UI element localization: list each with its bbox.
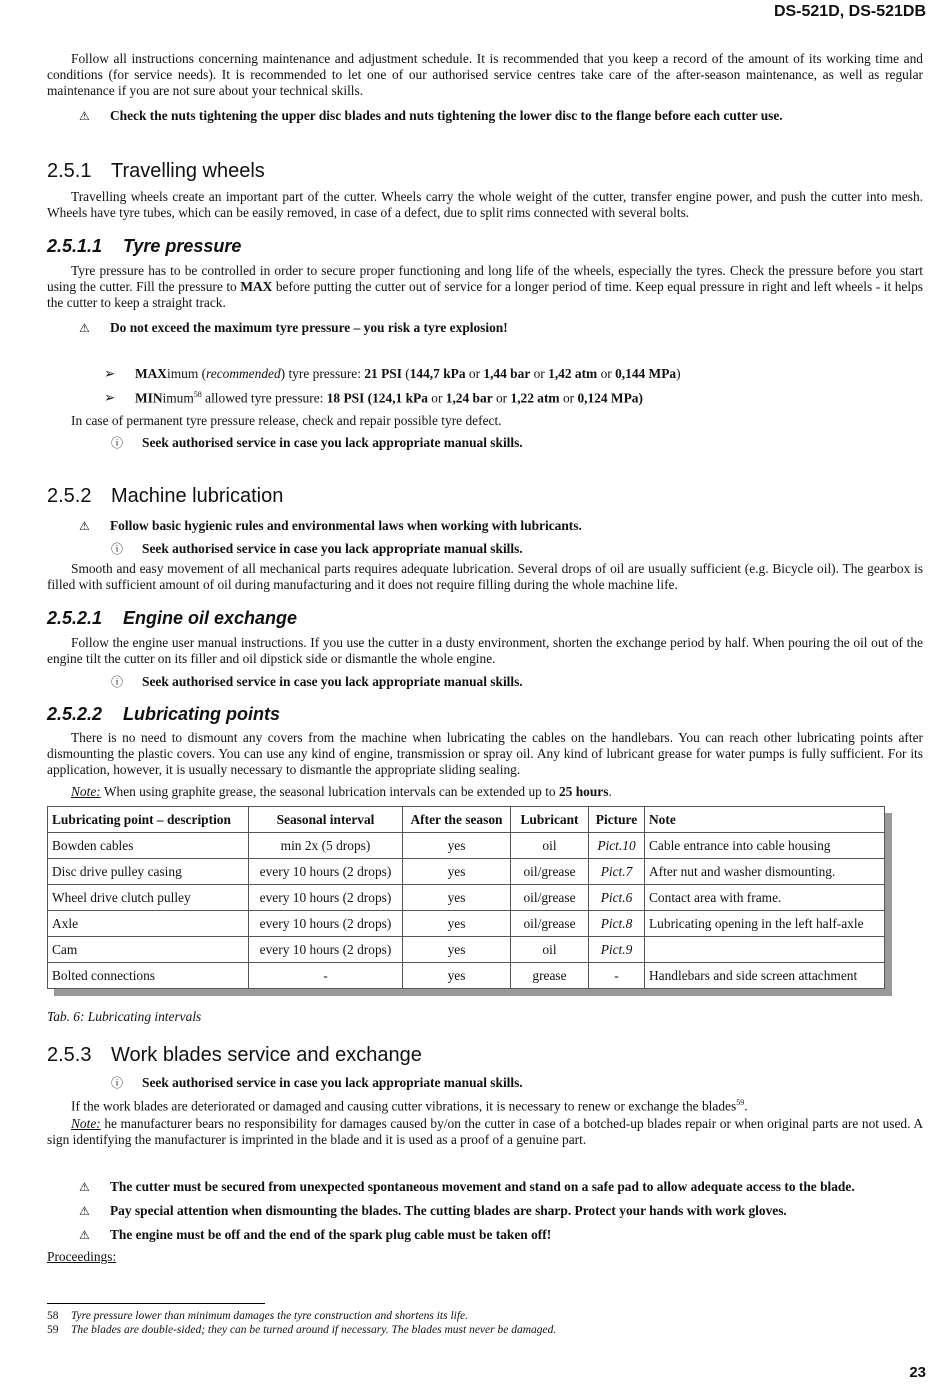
table-cell: -: [589, 963, 645, 989]
info-service-4: ⓘ Seek authorised service in case you lack appropriate manual skills.: [111, 1075, 523, 1090]
table-cell: min 2x (5 drops): [249, 833, 403, 859]
table-cell: oil/grease: [511, 911, 589, 937]
table-cell: every 10 hours (2 drops): [249, 859, 403, 885]
table-cell: yes: [403, 885, 511, 911]
travelling-wheels-text: Travelling wheels create an important part of the cutter. Wheels carry the whole weight of the cutter, transfer engine power, and push the cutter into mesh. Wheels have tyre tubes, which can be easily removed, in case of a defect, due to split rims connected with several bolts.: [47, 189, 923, 221]
lubrication-text: Smooth and easy movement of all mechanical parts requires adequate lubrication. Several drops of oil are usually sufficient (e.g. Bicycle oil). The gearbox is filled with sufficient amount of oil during manufacturing and it does not require filling during the whole machine life.: [47, 561, 923, 593]
table-row: [48, 911, 885, 937]
table-cell: yes: [403, 833, 511, 859]
table-cell: every 10 hours (2 drops): [249, 937, 403, 963]
tyre-defect-text: In case of permanent tyre pressure release, check and repair possible tyre defect.: [71, 413, 502, 428]
info-icon: ⓘ: [111, 1076, 124, 1090]
table-cell: Contact area with frame.: [645, 885, 885, 911]
warning-sharp-blades: ⚠ Pay special attention when dismounting the blades. The cutting blades are sharp. Protect your hands with work gloves.: [79, 1203, 787, 1218]
page-header: DS-521D, DS-521DB: [773, 3, 926, 20]
table-cell: every 10 hours (2 drops): [249, 885, 403, 911]
info-icon: ⓘ: [111, 436, 124, 450]
warning-tyre: ⚠ Do not exceed the maximum tyre pressure – you risk a tyre explosion!: [79, 320, 508, 335]
lubricating-intervals-table: [47, 806, 885, 989]
warning-engine-off: ⚠ The engine must be off and the end of the spark plug cable must be taken off!: [79, 1227, 552, 1242]
heading-2-5-2-2: 2.5.2.2 Lubricating points: [47, 704, 280, 724]
warning-icon: ⚠: [79, 519, 90, 533]
table-row: [48, 859, 885, 885]
warning-icon: ⚠: [79, 321, 90, 335]
table-cell: Lubricating opening in the left half-axle: [645, 911, 885, 937]
table-caption: Tab. 6: Lubricating intervals: [47, 1009, 202, 1024]
table-cell: [645, 937, 885, 963]
table-cell: grease: [511, 963, 589, 989]
table-cell: yes: [403, 911, 511, 937]
warning-lubricants: ⚠ Follow basic hygienic rules and environmental laws when working with lubricants.: [79, 518, 582, 533]
arrow-bullet-icon: ➢: [104, 390, 116, 406]
tyre-pressure-text: Tyre pressure has to be controlled in order to secure proper functioning and long life of the wheels, especially the tyres. Check the pressure before you start using the cutter. Fill the pressure to MAX before putting the cutter out of service for a longer period of time. Keep equal pressure in right and left wheels - it helps the cutter to keep a straight track.: [47, 263, 923, 311]
table-cell: Bowden cables: [48, 833, 249, 859]
bullet-min-pressure: ➢ MINimum$^{58}$ allowed tyre pressure: 18 PSI (124,1 kPa or 1,24 bar or 1,22 atm or 0,124 MPa): [104, 390, 643, 406]
footnote-58: 58 Tyre pressure lower than minimum damages the tyre construction and shortens its life.: [47, 1310, 469, 1322]
table-header-cell: After the season: [403, 807, 511, 833]
intro-paragraph: Follow all instructions concerning maintenance and adjustment schedule. It is recommended that you keep a record of the amount of its working time and conditions (for service needs). It is recommended to let one of our authorised service centres take care of the after-season maintenance, as well as regular maintenance if you are not sure about your technical skills.: [47, 51, 923, 99]
footnote-separator: [47, 1303, 265, 1304]
warning-icon: ⚠: [79, 1180, 90, 1194]
lubricating-points-text: There is no need to dismount any covers from the machine when lubricating the cables on the handlebars. You can reach other lubricating points after dismounting the plastic covers. You can use any kind of engine, transmission or spray oil. Any kind of lubricant grease for water pumps is fully sufficient. For its application, however, it is usually necessary to dismantle the appropriate sliding sealing.: [47, 730, 923, 778]
table-cell: Disc drive pulley casing: [48, 859, 249, 885]
table-cell: Handlebars and side screen attachment: [645, 963, 885, 989]
proceedings-label: Proceedings:: [47, 1249, 117, 1264]
table-cell: Bolted connections: [48, 963, 249, 989]
table-cell: -: [249, 963, 403, 989]
table-cell: oil: [511, 833, 589, 859]
bullet-max-pressure: ➢ MAXimum (recommended) tyre pressure: 21 PSI (144,7 kPa or 1,44 bar or 1,42 atm or 0,144 MPa): [104, 366, 681, 381]
table-header-cell: Seasonal interval: [249, 807, 403, 833]
heading-2-5-1-1: 2.5.1.1 Tyre pressure: [47, 236, 242, 256]
table-row: [48, 937, 885, 963]
table-cell: Pict.9: [589, 937, 645, 963]
table-cell: After nut and washer dismounting.: [645, 859, 885, 885]
table-cell: Cam: [48, 937, 249, 963]
blades-text: If the work blades are deteriorated or damaged and causing cutter vibrations, it is necessary to renew or exchange the blades$^{59}$.: [71, 1098, 748, 1114]
table-cell: Pict.7: [589, 859, 645, 885]
heading-2-5-1: 2.5.1 Travelling wheels: [47, 160, 265, 182]
info-icon: ⓘ: [111, 675, 124, 689]
page-number: 23: [909, 1364, 926, 1381]
info-service-2: ⓘ Seek authorised service in case you lack appropriate manual skills.: [111, 541, 523, 556]
table-header-cell: Note: [645, 807, 885, 833]
manufacturer-note: Note: he manufacturer bears no responsibility for damages caused by/on the cutter in case of a botched-up blades repair or when original parts are not used. A sign identifying the manufacturer is imprinted in the blade and it is used as a proof of a genuine part.: [47, 1116, 923, 1148]
table-header-row: [48, 807, 885, 833]
table-header-cell: Picture: [589, 807, 645, 833]
heading-2-5-2: 2.5.2 Machine lubrication: [47, 485, 284, 507]
table-cell: Pict.6: [589, 885, 645, 911]
table-cell: oil: [511, 937, 589, 963]
table-cell: yes: [403, 937, 511, 963]
warning-icon: ⚠: [79, 109, 90, 123]
table-header-cell: Lubricating point – description: [48, 807, 249, 833]
arrow-bullet-icon: ➢: [104, 366, 116, 381]
table-cell: Cable entrance into cable housing: [645, 833, 885, 859]
info-service-1: ⓘ Seek authorised service in case you lack appropriate manual skills.: [111, 435, 523, 450]
warning-secure-cutter: ⚠ The cutter must be secured from unexpected spontaneous movement and stand on a safe pad to allow adequate access to the blade.: [79, 1179, 855, 1194]
table-header-cell: Lubricant: [511, 807, 589, 833]
heading-2-5-3: 2.5.3 Work blades service and exchange: [47, 1044, 422, 1066]
warning-icon: ⚠: [79, 1204, 90, 1218]
graphite-note: Note: When using graphite grease, the seasonal lubrication intervals can be extended up to 25 hours.: [71, 784, 612, 799]
table-cell: yes: [403, 963, 511, 989]
table-cell: Pict.10: [589, 833, 645, 859]
info-icon: ⓘ: [111, 542, 124, 556]
table-row: [48, 833, 885, 859]
table-cell: yes: [403, 859, 511, 885]
table-cell: Axle: [48, 911, 249, 937]
footnote-59: 59 The blades are double-sided; they can be turned around if necessary. The blades must never be damaged.: [47, 1324, 557, 1336]
engine-oil-text: Follow the engine user manual instructions. If you use the cutter in a dusty environment, shorten the exchange period by half. When pouring the oil out of the engine tilt the cutter on its filler and oil dipstick side or dismantle the whole engine.: [47, 635, 923, 667]
table-cell: Wheel drive clutch pulley: [48, 885, 249, 911]
table-cell: oil/grease: [511, 859, 589, 885]
heading-2-5-2-1: 2.5.2.1 Engine oil exchange: [47, 608, 298, 628]
warning-icon: ⚠: [79, 1228, 90, 1242]
table-cell: Pict.8: [589, 911, 645, 937]
table-row: [48, 963, 885, 989]
table-cell: oil/grease: [511, 885, 589, 911]
table-row: [48, 885, 885, 911]
table-cell: every 10 hours (2 drops): [249, 911, 403, 937]
warning-nuts: ⚠ Check the nuts tightening the upper disc blades and nuts tightening the lower disc to the flange before each cutter use.: [79, 108, 783, 123]
info-service-3: ⓘ Seek authorised service in case you lack appropriate manual skills.: [111, 674, 523, 689]
